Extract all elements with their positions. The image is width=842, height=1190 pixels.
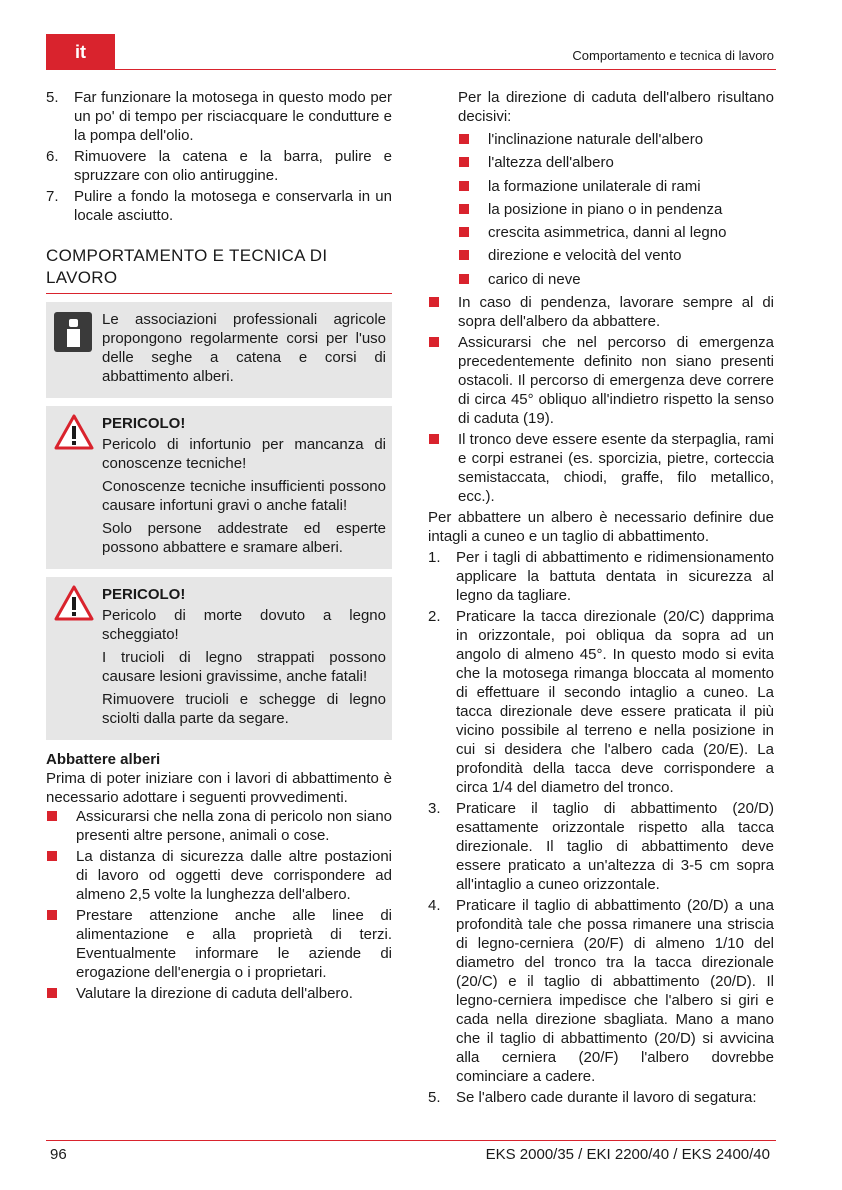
danger-box — [46, 577, 392, 740]
safety-list — [428, 293, 774, 506]
maintenance-steps — [46, 88, 392, 225]
bullet-icon — [459, 274, 469, 284]
bullet-icon — [459, 227, 469, 237]
subheading: Abbattere alberi — [46, 751, 161, 768]
bullet-icon — [459, 204, 469, 214]
list-item: la posizione in piano o in pendenza — [458, 200, 774, 219]
list-item: Assicurarsi che nel percorso di emergenza precedentemente definito non siano presenti ostacoli. Il percorso di emergenza deve correre di circa 45° obliquo all'indietro rispetto la senso di caduta (19). — [428, 333, 774, 428]
right-column — [428, 88, 774, 1109]
list-item: In caso di pendenza, lavorare sempre al di sopra dell'albero da abbattere. — [428, 293, 774, 331]
danger-title: PERICOLO! — [102, 586, 186, 603]
list-item: 4. Praticare il taglio di abbattimento (20/D) a una profondità tale che possa rimanere una striscia di legno-cerniera (20/F) di almeno 1/10 del diametro del tronco tra la tacca direzionale (20/C) e il taglio di abbattimento (20/D). Il legno-cerniera impedisce che l'albero si giri e cada nella direzione sbagliata. Mano a mano che il taglio di abbattimento (20/D) si avvicina alla cerniera (20/F) l'albero dovrebbe cominciare a cadere. — [428, 897, 774, 1086]
list-item: Prestare attenzione anche alle linee di alimentazione e alla proprietà di terzi. Eventualmente informare le aziende di erogazione dell'energia o i proprietari. — [46, 906, 392, 982]
warning-icon — [54, 585, 94, 621]
bullet-icon — [47, 811, 57, 821]
danger-text: I trucioli di legno strappati possono causare lesioni gravissime, anche fatali! — [102, 649, 386, 685]
left-column — [46, 88, 392, 1005]
header-rule — [46, 69, 776, 70]
bullet-icon — [47, 910, 57, 920]
list-item: carico di neve — [458, 270, 774, 289]
bullet-icon — [459, 157, 469, 167]
list-item: 7. Pulire a fondo la motosega e conservarla in un locale asciutto. — [46, 188, 392, 224]
page-number: 96 — [50, 1146, 67, 1163]
bullet-icon — [47, 988, 57, 998]
list-item: 3. Praticare il taglio di abbattimento (20/D) esattamente orizzontale rispetto alla tacca direzionale. Il taglio di abbattimento deve essere praticato a un'altezza di 3-5 cm sopra all'intaglio a cuneo orizzontale. — [428, 800, 774, 894]
danger-text: Conoscenze tecniche insufficienti possono causare infortuni gravi o anche fatali! — [102, 478, 386, 514]
danger-text: Solo persone addestrate ed esperte possono abbattere e sramare alberi. — [102, 520, 386, 556]
bullet-icon — [47, 851, 57, 861]
footer-rule — [46, 1140, 776, 1141]
precautions-list — [46, 807, 392, 1003]
section-title: COMPORTAMENTO E TECNICA DI LAVORO — [46, 245, 392, 294]
danger-text: Rimuovere trucioli e schegge di legno sciolti dalla parte da segare. — [102, 691, 386, 727]
felling-steps — [428, 548, 774, 1107]
info-text: Le associazioni professionali agricole propongono regolarmente corsi per l'uso delle seghe a catena e corsi di abbattimento alberi. — [102, 311, 386, 385]
list-item: 2. Praticare la tacca direzionale (20/C) dapprima in orizzontale, poi obliqua da sopra ad un angolo di almeno 45°. In questo modo si evita che la motosega rimanga bloccata al momento di effettuare il secondo intaglio a cuneo. La tacca direzionale deve essere praticata il più vicino possibile al terreno e nella posizione in cui si desidera che l'albero cada (20/E). La profondità della tacca deve corrispondere a circa 1/4 del diametro del tronco. — [428, 608, 774, 797]
bullet-icon — [459, 250, 469, 260]
danger-text: Pericolo di infortunio per mancanza di conoscenze tecniche! — [102, 436, 386, 472]
danger-title: PERICOLO! — [102, 415, 186, 432]
list-item: 5. Far funzionare la motosega in questo modo per un po' di tempo per risciacquare le condutture e la pompa dell'olio. — [46, 89, 392, 144]
paragraph: Per la direzione di caduta dell'albero risultano decisivi: — [458, 89, 774, 125]
bullet-icon — [459, 181, 469, 191]
list-item: direzione e velocità del vento — [458, 246, 774, 265]
list-item: Il tronco deve essere esente da sterpaglia, rami e corpi estranei (es. sporcizia, pietre, corteccia semistaccata, chiodi, graffe, filo metallico, ecc.). — [428, 430, 774, 506]
list-item: 6. Rimuovere la catena e la barra, pulire e spruzzare con olio antiruggine. — [46, 148, 392, 184]
paragraph: Per abbattere un albero è necessario definire due intagli a cuneo e un taglio di abbattimento. — [428, 509, 774, 546]
list-item: Assicurarsi che nella zona di pericolo non siano presenti altre persone, animali o cose. — [46, 807, 392, 845]
bullet-icon — [429, 297, 439, 307]
list-item: La distanza di sicurezza dalle altre postazioni di lavoro od oggetti deve corrispondere ad almeno 2,5 volte la lunghezza dell'albero. — [46, 847, 392, 904]
language-tab: it — [46, 34, 115, 70]
bullet-icon — [429, 434, 439, 444]
bullet-icon — [459, 134, 469, 144]
bullet-icon — [429, 337, 439, 347]
fall-factors-list — [428, 130, 774, 289]
info-icon — [54, 312, 92, 352]
list-item: 1. Per i tagli di abbattimento e ridimensionamento applicare la battuta dentata in sicurezza al legno da tagliare. — [428, 549, 774, 605]
running-header-title: Comportamento e tecnica di lavoro — [572, 48, 774, 63]
warning-icon — [54, 414, 94, 450]
list-item: l'inclinazione naturale dell'albero — [458, 130, 774, 149]
danger-text: Pericolo di morte dovuto a legno scheggiato! — [102, 607, 386, 643]
list-item: l'altezza dell'albero — [458, 153, 774, 172]
paragraph: Prima di poter iniziare con i lavori di abbattimento è necessario adottare i seguenti provvedimenti. — [46, 770, 392, 806]
list-item: 5. Se l'albero cade durante il lavoro di segatura: — [428, 1089, 757, 1107]
list-item: crescita asimmetrica, danni al legno — [458, 223, 774, 242]
info-box — [46, 302, 392, 398]
list-item: la formazione unilaterale di rami — [458, 177, 774, 196]
list-item: Valutare la direzione di caduta dell'albero. — [46, 984, 392, 1003]
model-names: EKS 2000/35 / EKI 2200/40 / EKS 2400/40 — [485, 1146, 770, 1163]
danger-box — [46, 406, 392, 569]
